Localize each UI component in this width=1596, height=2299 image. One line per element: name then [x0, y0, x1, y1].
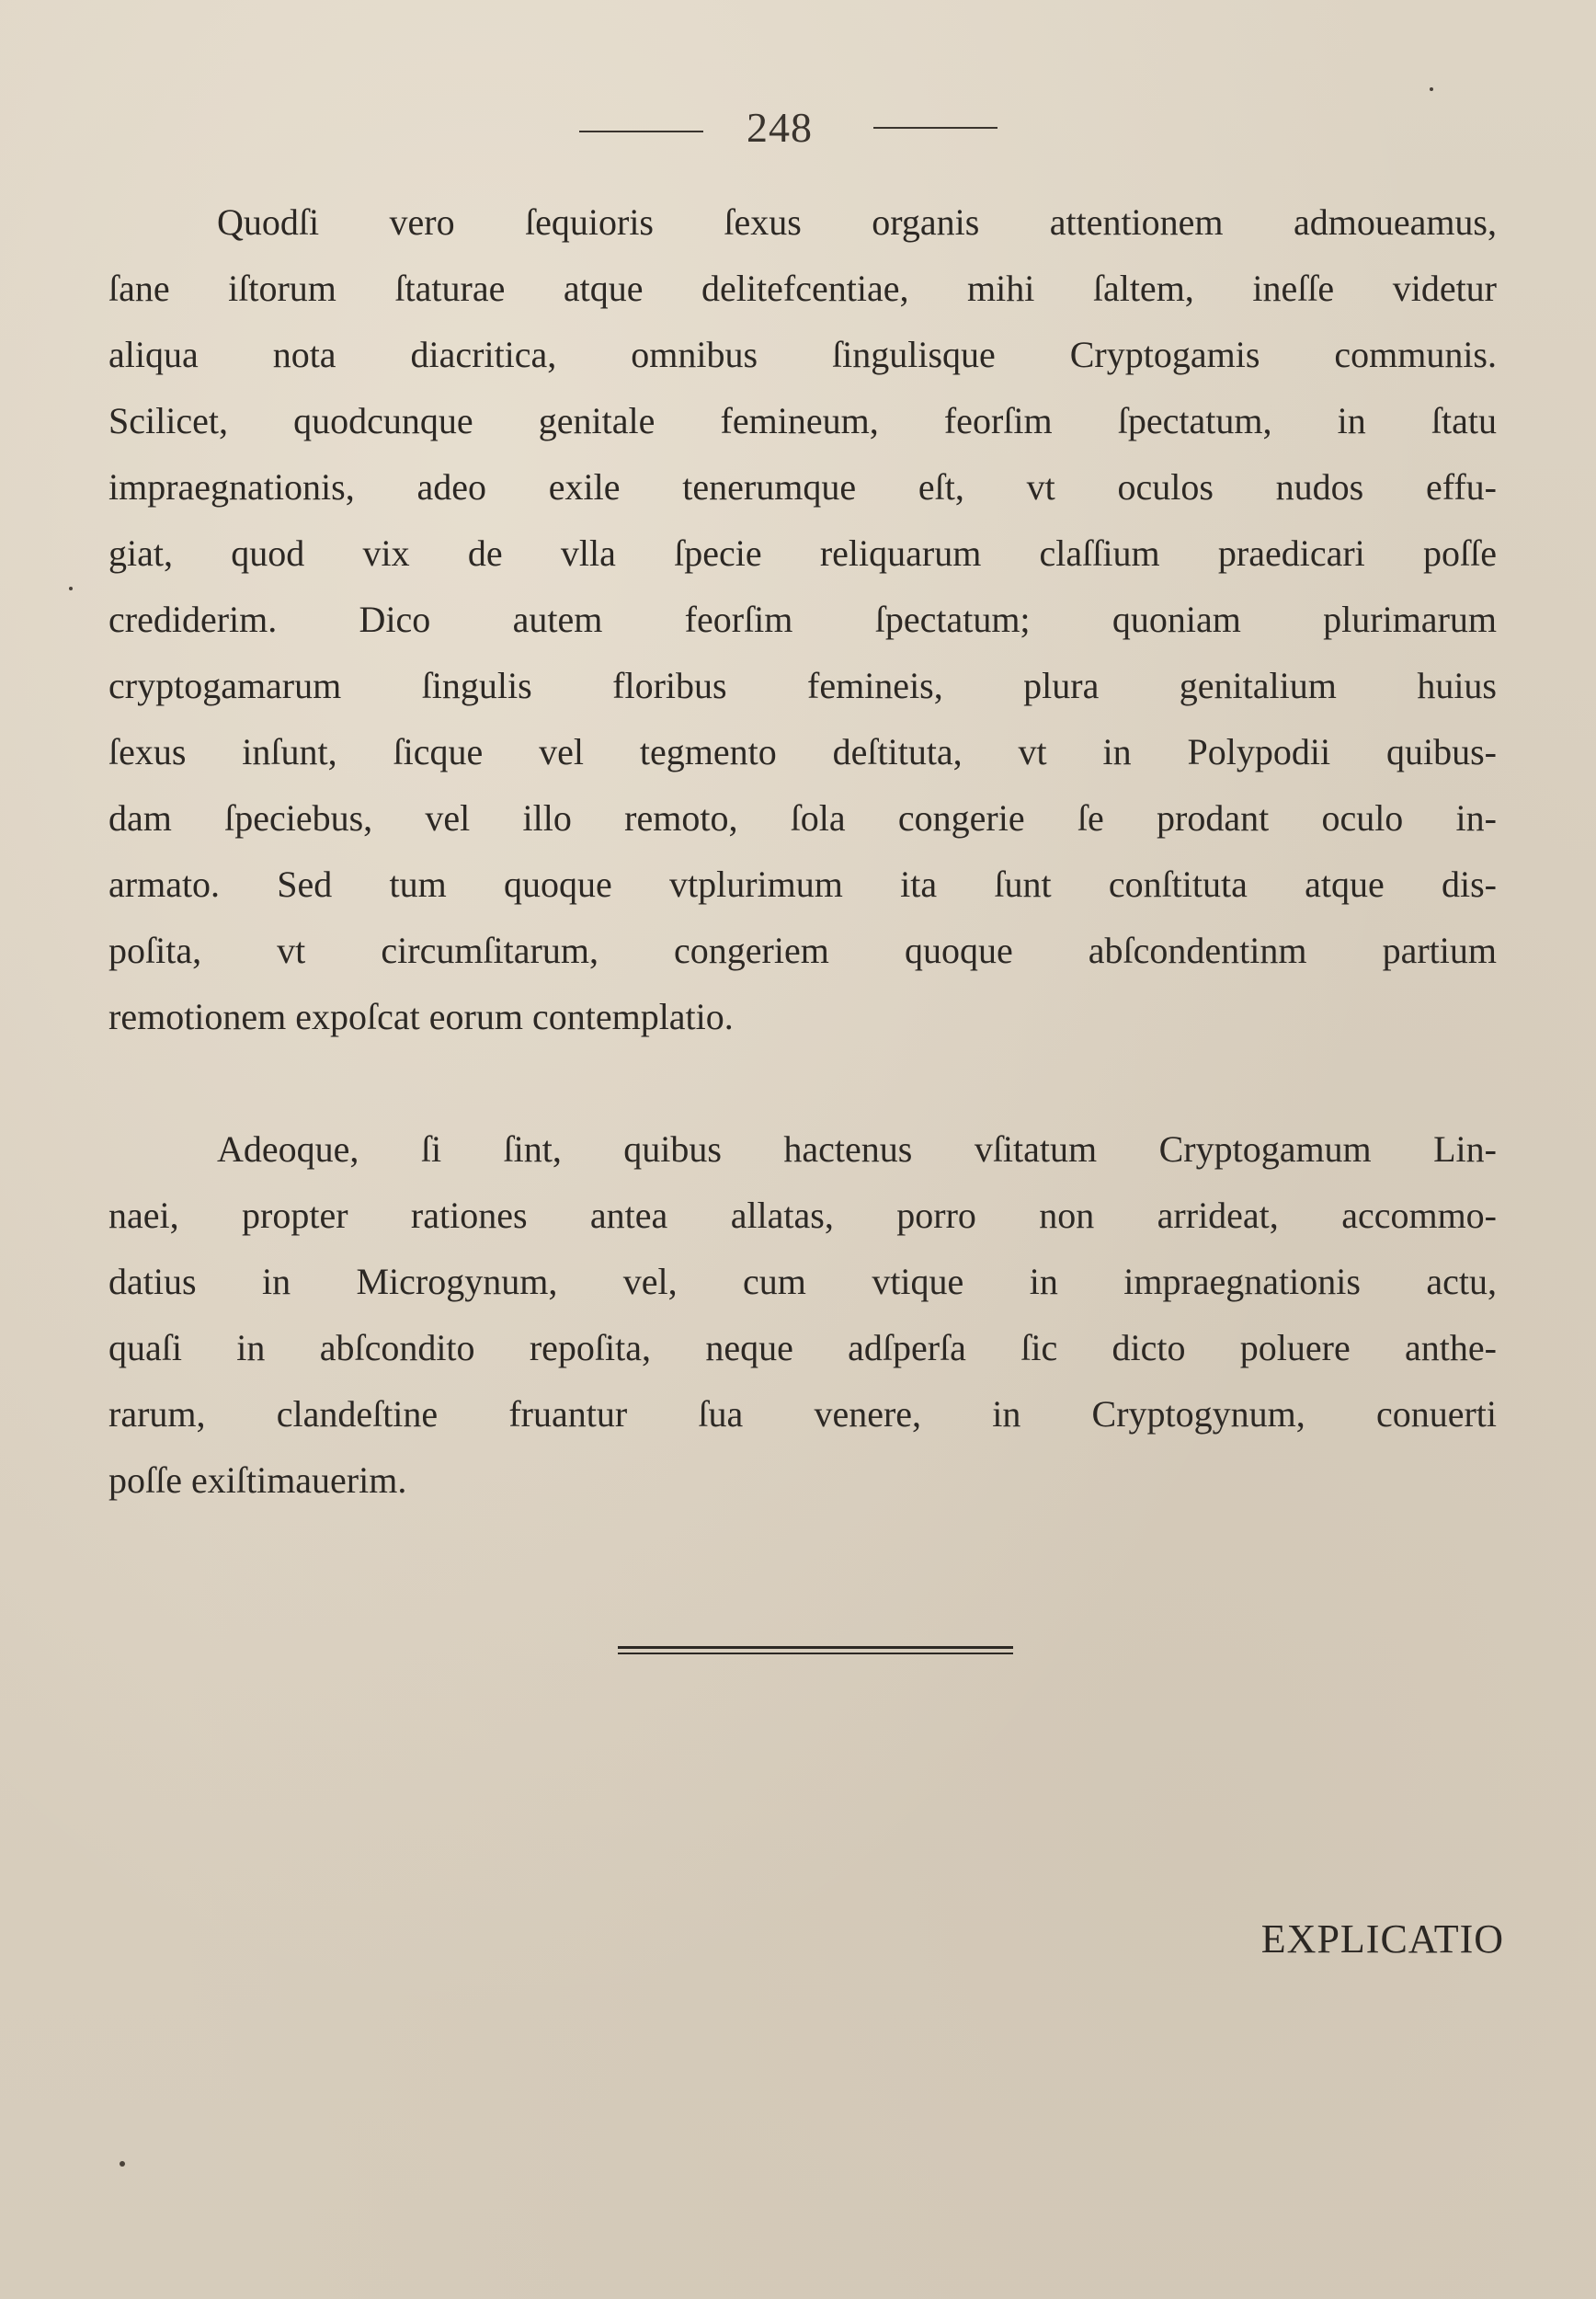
- text-line: rarum, clandeſtine fruantur ſua venere, in Cryptogynum, conuerti: [108, 1393, 1497, 1435]
- text-line: giat, quod vix de vlla ſpecie reliquarum claſſium praedicari poſſe: [108, 532, 1497, 574]
- text-line: poſſe exiſtimauerim.: [108, 1459, 407, 1501]
- catchword: EXPLICATIO: [1260, 1916, 1504, 1962]
- section-divider: [618, 1646, 1013, 1655]
- paragraph-1: [108, 189, 1497, 1050]
- text-line: Scilicet, quodcunque genitale femineum, feorſim ſpectatum, in ſtatu: [108, 400, 1497, 441]
- text-line: naei, propter rationes antea allatas, porro non arrideat, accommo-: [108, 1195, 1497, 1236]
- text-line: impraegnationis, adeo exile tenerumque eſt, vt oculos nudos effu-: [108, 466, 1497, 508]
- text-line: crediderim. Dico autem feorſim ſpectatum; quoniam plurimarum: [108, 599, 1497, 640]
- header-rule-right: [873, 127, 998, 129]
- text-line: poſita, vt circumſitarum, congeriem quoque abſcondentinm partium: [108, 930, 1497, 971]
- divider-thick-rule: [618, 1646, 1013, 1649]
- page-number: 248: [747, 104, 813, 151]
- text-line: armato. Sed tum quoque vtplurimum ita ſunt conſtituta atque dis-: [108, 864, 1497, 905]
- divider-thin-rule: [618, 1653, 1013, 1654]
- text-line: remotionem expoſcat eorum contemplatio.: [108, 996, 734, 1037]
- text-line: dam ſpeciebus, vel illo remoto, ſola congerie ſe prodant oculo in-: [108, 797, 1497, 839]
- ink-speck: [69, 587, 73, 590]
- text-line: ſane iſtorum ſtaturae atque delitefcentiae, mihi ſaltem, ineſſe videtur: [108, 268, 1497, 309]
- ink-speck: [120, 2161, 125, 2167]
- text-line: datius in Microgynum, vel, cum vtique in impraegnationis actu,: [108, 1261, 1497, 1302]
- paragraph-2: [108, 1116, 1497, 1514]
- text-line: Quodſi vero ſequioris ſexus organis attentionem admoueamus,: [217, 201, 1497, 243]
- ink-speck: [1430, 87, 1433, 91]
- text-line: cryptogamarum ſingulis floribus femineis, plura genitalium huius: [108, 665, 1497, 706]
- text-line: ſexus inſunt, ſicque vel tegmento deſtituta, vt in Polypodii quibus-: [108, 731, 1497, 772]
- text-line: Adeoque, ſi ſint, quibus hactenus vſitatum Cryptogamum Lin-: [217, 1128, 1497, 1170]
- header-rule-left: [579, 131, 703, 132]
- text-line: quaſi in abſcondito repoſita, neque adſperſa ſic dicto poluere anthe-: [108, 1327, 1497, 1368]
- text-line: aliqua nota diacritica, omnibus ſingulisque Cryptogamis communis.: [108, 334, 1497, 375]
- page-header: [0, 101, 1596, 156]
